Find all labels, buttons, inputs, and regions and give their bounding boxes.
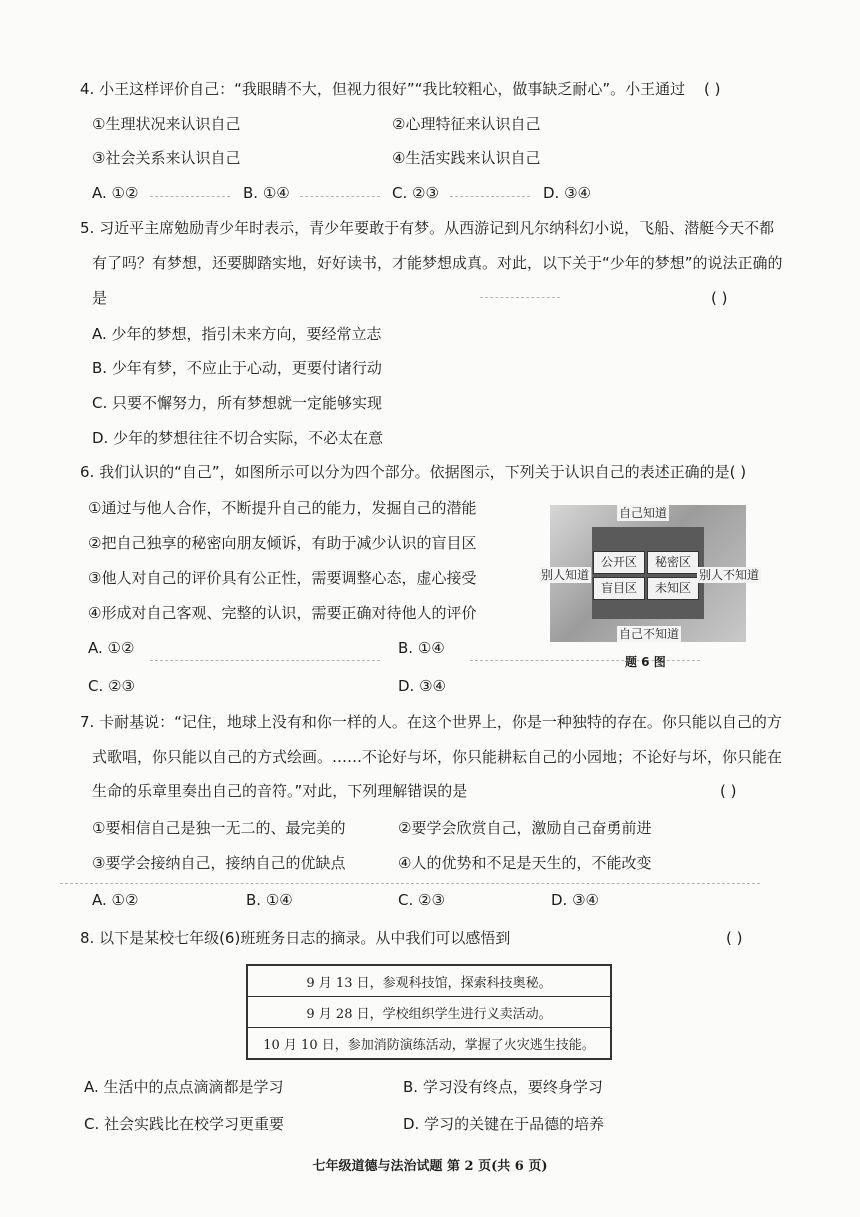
divider: [480, 297, 560, 298]
q4-stem: 4. 小王这样评价自己：“我眼睛不大，但视力很好”“我比较粗心，做事缺乏耐心”。小王通过: [80, 80, 686, 98]
q7-answer-paren: ( ): [720, 782, 737, 800]
table-cell: 10 月 10 日，参加消防演练活动，掌握了火灾逃生技能。: [247, 1028, 611, 1060]
q8-option-d: D. 学习的关键在于品德的培养: [403, 1115, 605, 1133]
q4-choice-a: A. ①②: [92, 184, 139, 202]
divider: [450, 196, 530, 197]
q5-option-b: B. 少年有梦，不应止于心动，更要付诸行动: [92, 359, 382, 377]
q7-choice-c: C. ②③: [398, 891, 445, 909]
q7-item-4: ④人的优势和不足是天生的，不能改变: [398, 854, 652, 872]
table-row: [247, 965, 611, 997]
q7-stem-line2: 式歌唱，你只能以自己的方式绘画。……不论好与坏，你只能耕耘自己的小园地；不论好与坏，你只能在: [92, 748, 783, 766]
figure-left-label: 别人知道: [541, 568, 590, 582]
open-area-label: 公开区: [593, 551, 645, 574]
q4-item-4: ④生活实践来认识自己: [392, 149, 541, 167]
q4-answer-paren: ( ): [704, 80, 721, 98]
q7-choice-d: D. ③④: [551, 891, 599, 909]
q5-option-d: D. 少年的梦想往往不切合实际，不必太在意: [92, 429, 384, 447]
q4-item-1: ①生理状况来认识自己: [92, 115, 241, 133]
q8-option-c: C. 社会实践比在校学习更重要: [84, 1115, 285, 1133]
q7-item-1: ①要相信自己是独一无二的、最完美的: [92, 819, 346, 837]
q5-stem-line2: 有了吗？有梦想，还要脚踏实地，好好读书，才能梦想成真。对此，以下关于“少年的梦想”的说法正确的: [92, 254, 783, 272]
q6-stem: 6. 我们认识的“自己”，如图所示可以分为四个部分。依据图示，下列关于认识自己的表述正确的是( ): [80, 463, 747, 481]
q8-stem: 8. 以下是某校七年级(6)班班务日志的摘录。从中我们可以感悟到: [80, 929, 511, 947]
q5-stem-line3: 是: [92, 289, 108, 307]
q7-stem-line1: 7. 卡耐基说：“记住，地球上没有和你一样的人。在这个世界上，你是一种独特的存在。你只能以自己的方: [80, 713, 782, 731]
q6-item-3: ③他人对自己的评价具有公正性，需要调整心态，虚心接受: [88, 569, 477, 587]
q6-choice-d: D. ③④: [398, 677, 446, 695]
table-cell: 9 月 13 日，参观科技馆，探索科技奥秘。: [247, 965, 611, 997]
q4-choice-b: B. ①④: [243, 184, 290, 202]
table-row: [247, 1028, 611, 1060]
q7-item-3: ③要学会接纳自己，接纳自己的优缺点: [92, 854, 346, 872]
blind-area-label: 盲目区: [593, 577, 645, 600]
q6-item-2: ②把自己独享的秘密向朋友倾诉，有助于减少认识的盲目区: [88, 534, 477, 552]
q5-answer-paren: ( ): [711, 289, 728, 307]
unknown-area-label: 未知区: [647, 577, 699, 600]
q4-choice-d: D. ③④: [543, 184, 591, 202]
divider: [60, 883, 760, 884]
divider: [150, 196, 230, 197]
q7-item-2: ②要学会欣赏自己，激励自己奋勇前进: [398, 819, 652, 837]
q6-item-4: ④形成对自己客观、完整的认识，需要正确对待他人的评价: [88, 604, 477, 622]
table-row: [247, 997, 611, 1028]
q5-option-c: C. 只要不懈努力，所有梦想就一定能够实现: [92, 394, 383, 412]
secret-area-label: 秘密区: [647, 551, 699, 574]
divider: [300, 196, 380, 197]
q4-item-2: ②心理特征来认识自己: [392, 115, 541, 133]
table-cell: 9 月 28 日，学校组织学生进行义卖活动。: [247, 997, 611, 1028]
q4-choice-c: C. ②③: [392, 184, 439, 202]
class-log-table: [246, 964, 612, 1060]
figure-caption: 题 6 图: [625, 655, 666, 669]
q8-option-a: A. 生活中的点点滴滴都是学习: [84, 1078, 284, 1096]
q5-option-a: A. 少年的梦想，指引未来方向，要经常立志: [92, 325, 382, 343]
q6-choice-b: B. ①④: [398, 639, 445, 657]
q7-choice-a: A. ①②: [92, 891, 139, 909]
q6-choice-c: C. ②③: [88, 677, 135, 695]
q6-choice-a: A. ①②: [88, 639, 135, 657]
figure-right-label: 别人不知道: [699, 568, 760, 582]
q4-item-3: ③社会关系来认识自己: [92, 149, 241, 167]
divider: [150, 660, 380, 661]
page-footer: 七年级道德与法治试题 第 2 页(共 6 页): [312, 1159, 548, 1174]
q7-stem-line3: 生命的乐章里奏出自己的音符。”对此，下列理解错误的是: [92, 782, 468, 800]
figure-top-label: 自己知道: [619, 506, 668, 520]
q8-option-b: B. 学习没有终点，要终身学习: [403, 1078, 603, 1096]
q6-item-1: ①通过与他人合作，不断提升自己的能力，发掘自己的潜能: [88, 499, 477, 517]
q7-choice-b: B. ①④: [246, 891, 293, 909]
q8-answer-paren: ( ): [726, 929, 743, 947]
figure-bottom-label: 自己不知道: [619, 627, 680, 641]
q5-stem-line1: 5. 习近平主席勉励青少年时表示，青少年要敢于有梦。从西游记到凡尔纳科幻小说，飞船、潜艇今天不都: [80, 219, 775, 237]
